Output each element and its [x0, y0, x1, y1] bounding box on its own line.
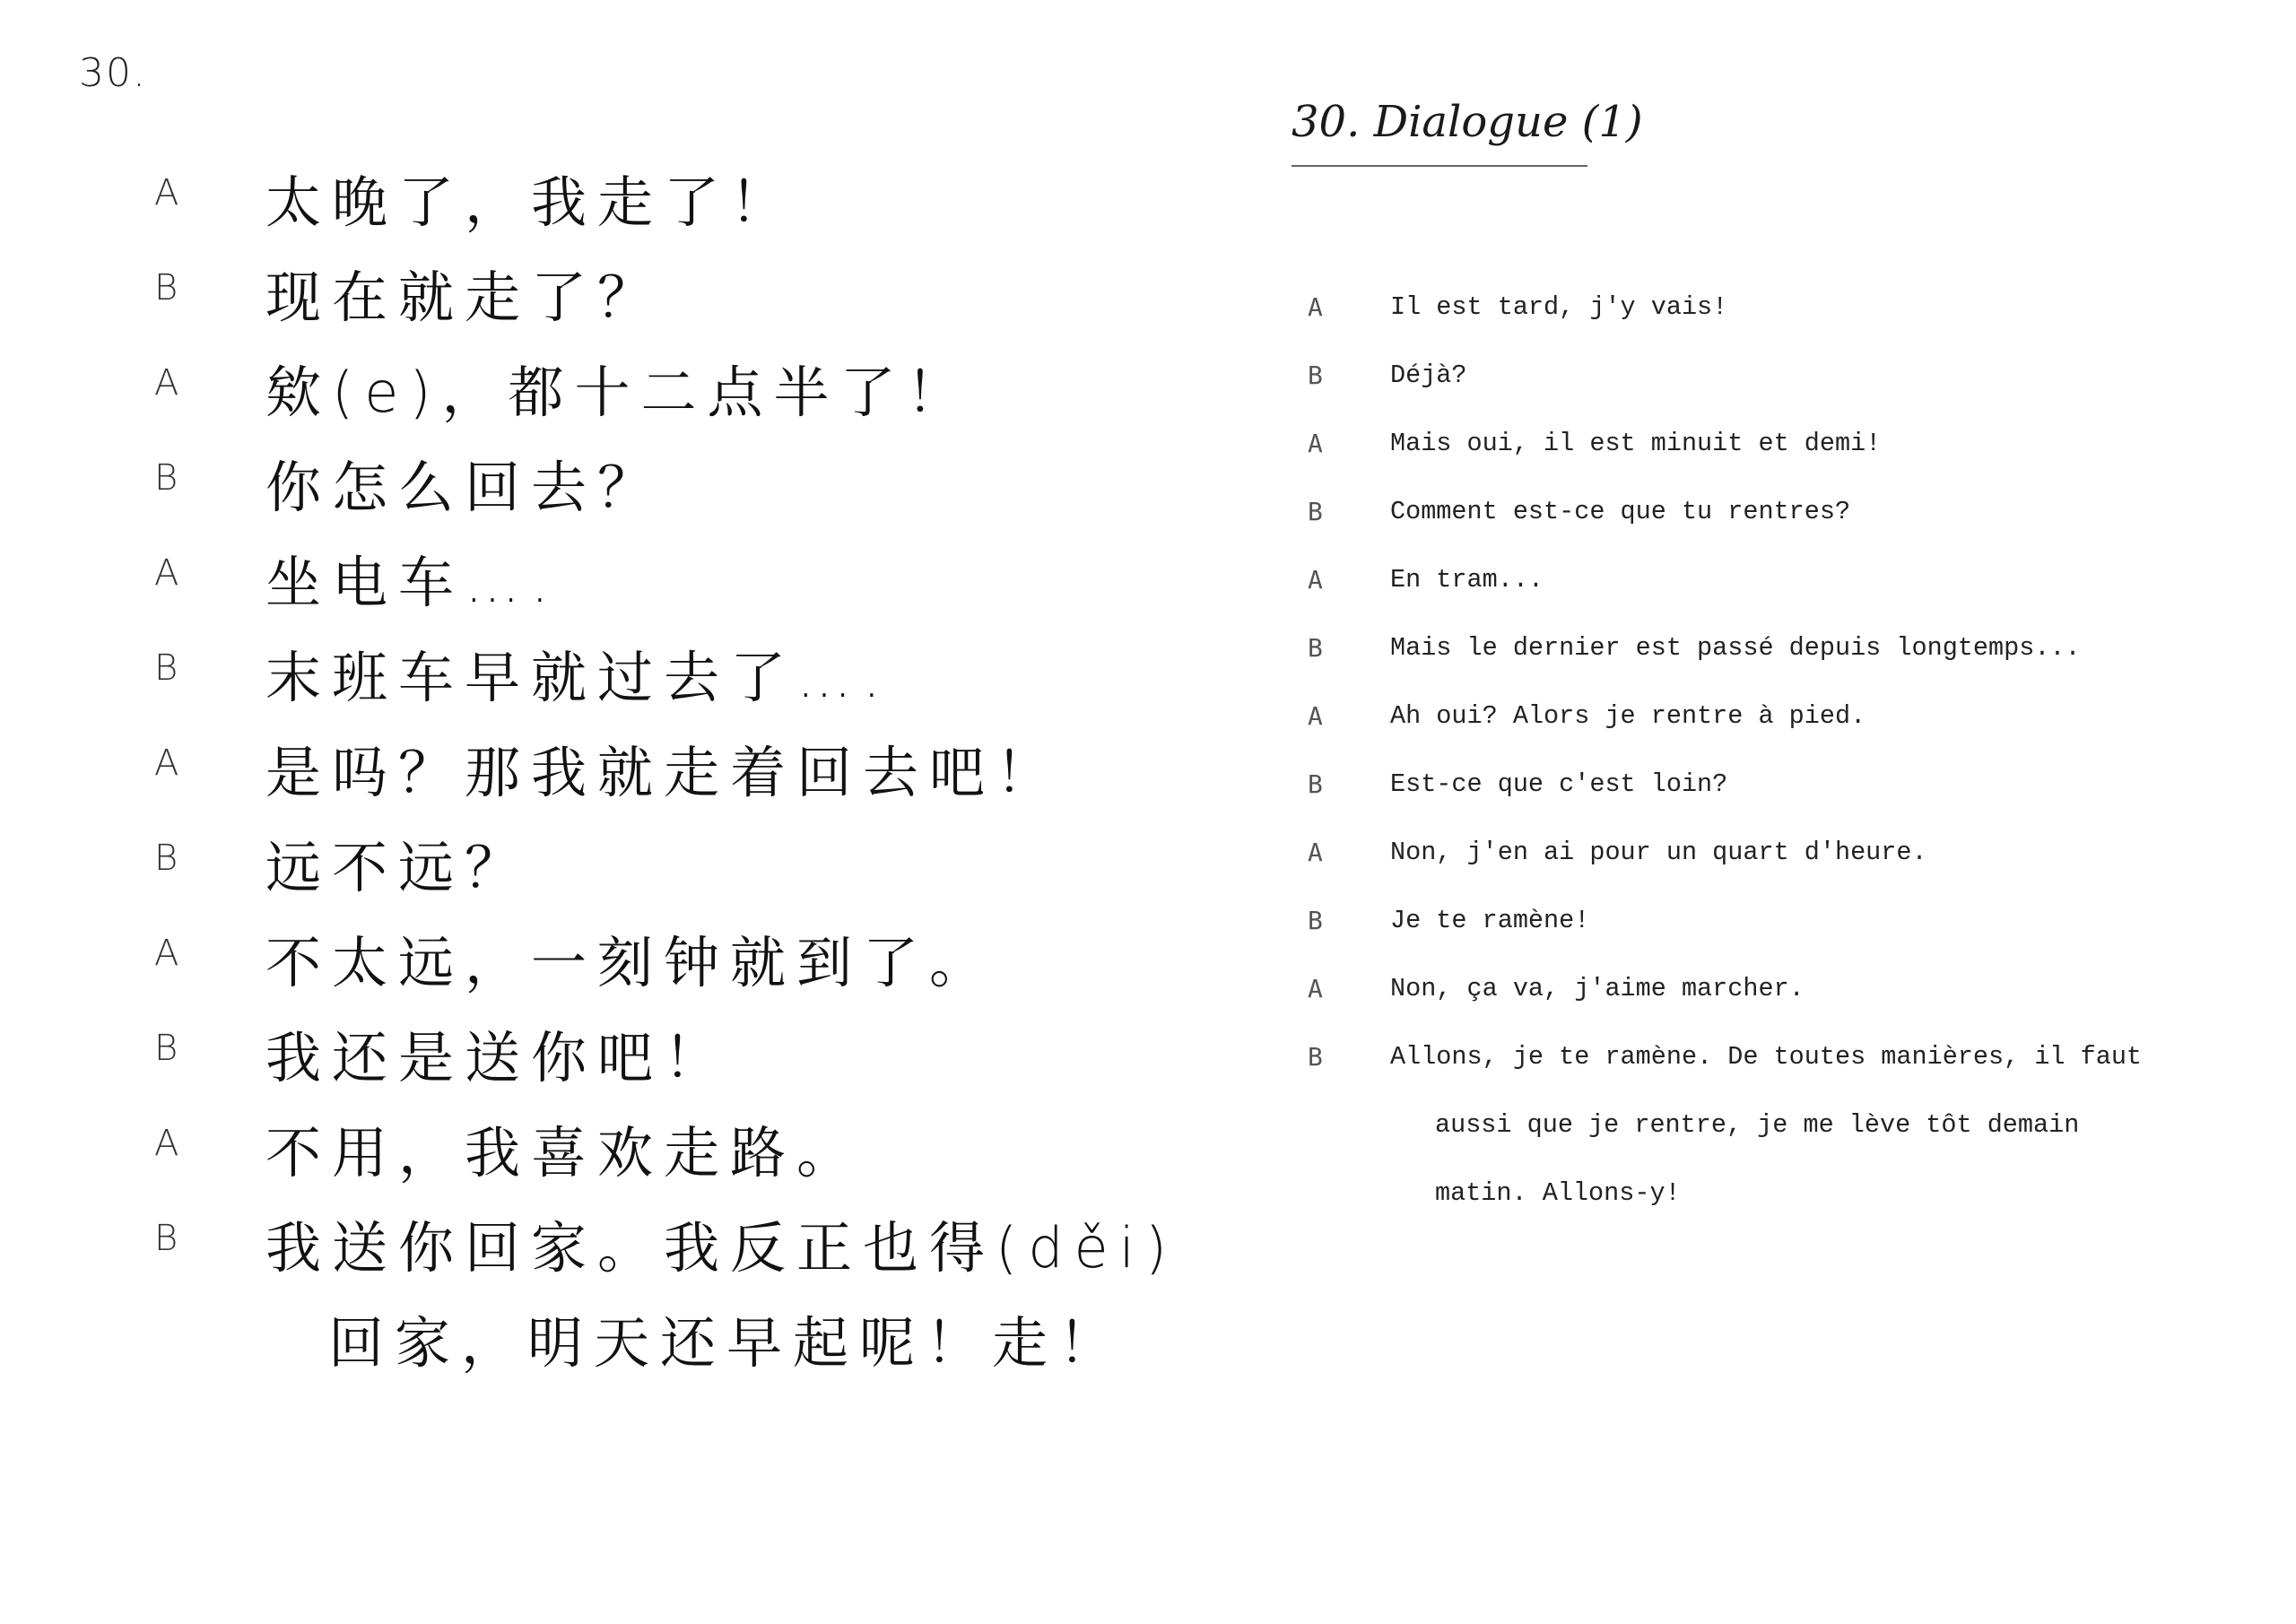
translation-text: matin. Allons-y!	[1435, 1178, 1681, 1208]
dialogue-continuation	[0, 1298, 1256, 1379]
translation-continuation	[1292, 1110, 2287, 1155]
dialogue-text: 回家，明天还早起呢！走！	[328, 1310, 1126, 1376]
dialogue-text: 末班车早就过去了….	[265, 645, 891, 710]
translation-line	[1292, 565, 2287, 610]
dialogue-text: 是吗？那我就走着回去吧！	[265, 740, 1063, 805]
speaker-label: A	[1308, 974, 1323, 1003]
translation-line	[1292, 292, 2287, 337]
dialogue-text: 我送你回家。我反正也得(děi)	[265, 1215, 1178, 1281]
dialogue-line	[0, 918, 1256, 999]
speaker-label: A	[154, 172, 179, 213]
speaker-label: A	[154, 1123, 179, 1164]
dialogue-text: 欸(e)，都十二点半了！	[265, 360, 973, 425]
dialogue-line	[0, 823, 1256, 904]
speaker-label: A	[1308, 701, 1323, 731]
translation-text: Comment est-ce que tu rentres?	[1390, 497, 1851, 526]
translation-continuation	[1292, 1178, 2287, 1223]
speaker-label: B	[1308, 633, 1323, 663]
speaker-label: A	[154, 552, 179, 594]
dialogue-line	[0, 633, 1256, 714]
dialogue-text: 我还是送你吧！	[265, 1025, 731, 1090]
speaker-label: A	[1308, 565, 1323, 595]
dialogue-line	[0, 158, 1256, 239]
dialogue-line	[0, 1203, 1256, 1284]
dialogue-line	[0, 348, 1256, 429]
dialogue-text: 太晚了，我走了！	[265, 169, 797, 235]
speaker-label: B	[1308, 906, 1323, 935]
speaker-label: B	[154, 647, 178, 689]
speaker-label: A	[1308, 838, 1323, 867]
translation-line	[1292, 838, 2287, 882]
page-title: 30. Dialogue (1)	[1292, 97, 1643, 147]
translation-line	[1292, 633, 2287, 678]
translation-line	[1292, 906, 2287, 951]
translation-text: Mais le dernier est passé depuis longtemps...	[1390, 633, 2081, 663]
speaker-label: B	[154, 267, 178, 308]
dialogue-text: 远不远？	[265, 835, 532, 900]
speaker-label: B	[154, 1028, 178, 1069]
translation-text: Il est tard, j'y vais!	[1390, 292, 1728, 322]
dialogue-text: 现在就走了？	[265, 265, 665, 330]
page-number: 30.	[79, 50, 147, 96]
speaker-label: A	[154, 743, 179, 784]
translation-line	[1292, 701, 2287, 746]
translation-text: Non, ça va, j'aime marcher.	[1390, 974, 1805, 1003]
speaker-label: B	[1308, 360, 1323, 390]
dialogue-text: 不太远，一刻钟就到了。	[265, 930, 996, 995]
translation-line	[1292, 769, 2287, 814]
translation-text: Non, j'en ai pour un quart d'heure.	[1390, 838, 1927, 867]
translation-line	[1292, 1042, 2287, 1087]
dialogue-line	[0, 253, 1256, 334]
speaker-label: B	[1308, 1042, 1323, 1072]
translation-text: Je te ramène!	[1390, 906, 1590, 935]
dialogue-line	[0, 443, 1256, 524]
translation-text: En tram...	[1390, 565, 1544, 595]
speaker-label: B	[154, 1218, 178, 1259]
dialogue-line	[0, 538, 1256, 619]
translation-text: Déjà?	[1390, 360, 1467, 390]
translation-text: Ah oui? Alors je rentre à pied.	[1390, 701, 1866, 731]
dialogue-text: 你怎么回去？	[265, 455, 665, 520]
title-underline	[1292, 165, 1587, 167]
translation-line	[1292, 974, 2287, 1019]
dialogue-line	[0, 1108, 1256, 1189]
speaker-label: B	[1308, 497, 1323, 526]
translation-line	[1292, 497, 2287, 542]
speaker-label: A	[1308, 292, 1323, 322]
speaker-label: A	[154, 933, 179, 974]
speaker-label: B	[154, 457, 178, 499]
translation-text: Est-ce que c'est loin?	[1390, 769, 1728, 799]
translation-text: Mais oui, il est minuit et demi!	[1390, 429, 1882, 458]
speaker-label: B	[1308, 769, 1323, 799]
translation-line	[1292, 429, 2287, 473]
dialogue-line	[0, 1013, 1256, 1094]
dialogue-line	[0, 728, 1256, 809]
dialogue-text: 不用，我喜欢走路。	[265, 1120, 864, 1185]
speaker-label: A	[1308, 429, 1323, 458]
translation-line	[1292, 360, 2287, 405]
translation-text: aussi que je rentre, je me lève tôt demain	[1435, 1110, 2080, 1140]
speaker-label: A	[154, 362, 179, 404]
speaker-label: B	[154, 838, 178, 879]
translation-text: Allons, je te ramène. De toutes manières, il faut	[1390, 1042, 2143, 1072]
dialogue-text: 坐电车….	[265, 550, 560, 615]
